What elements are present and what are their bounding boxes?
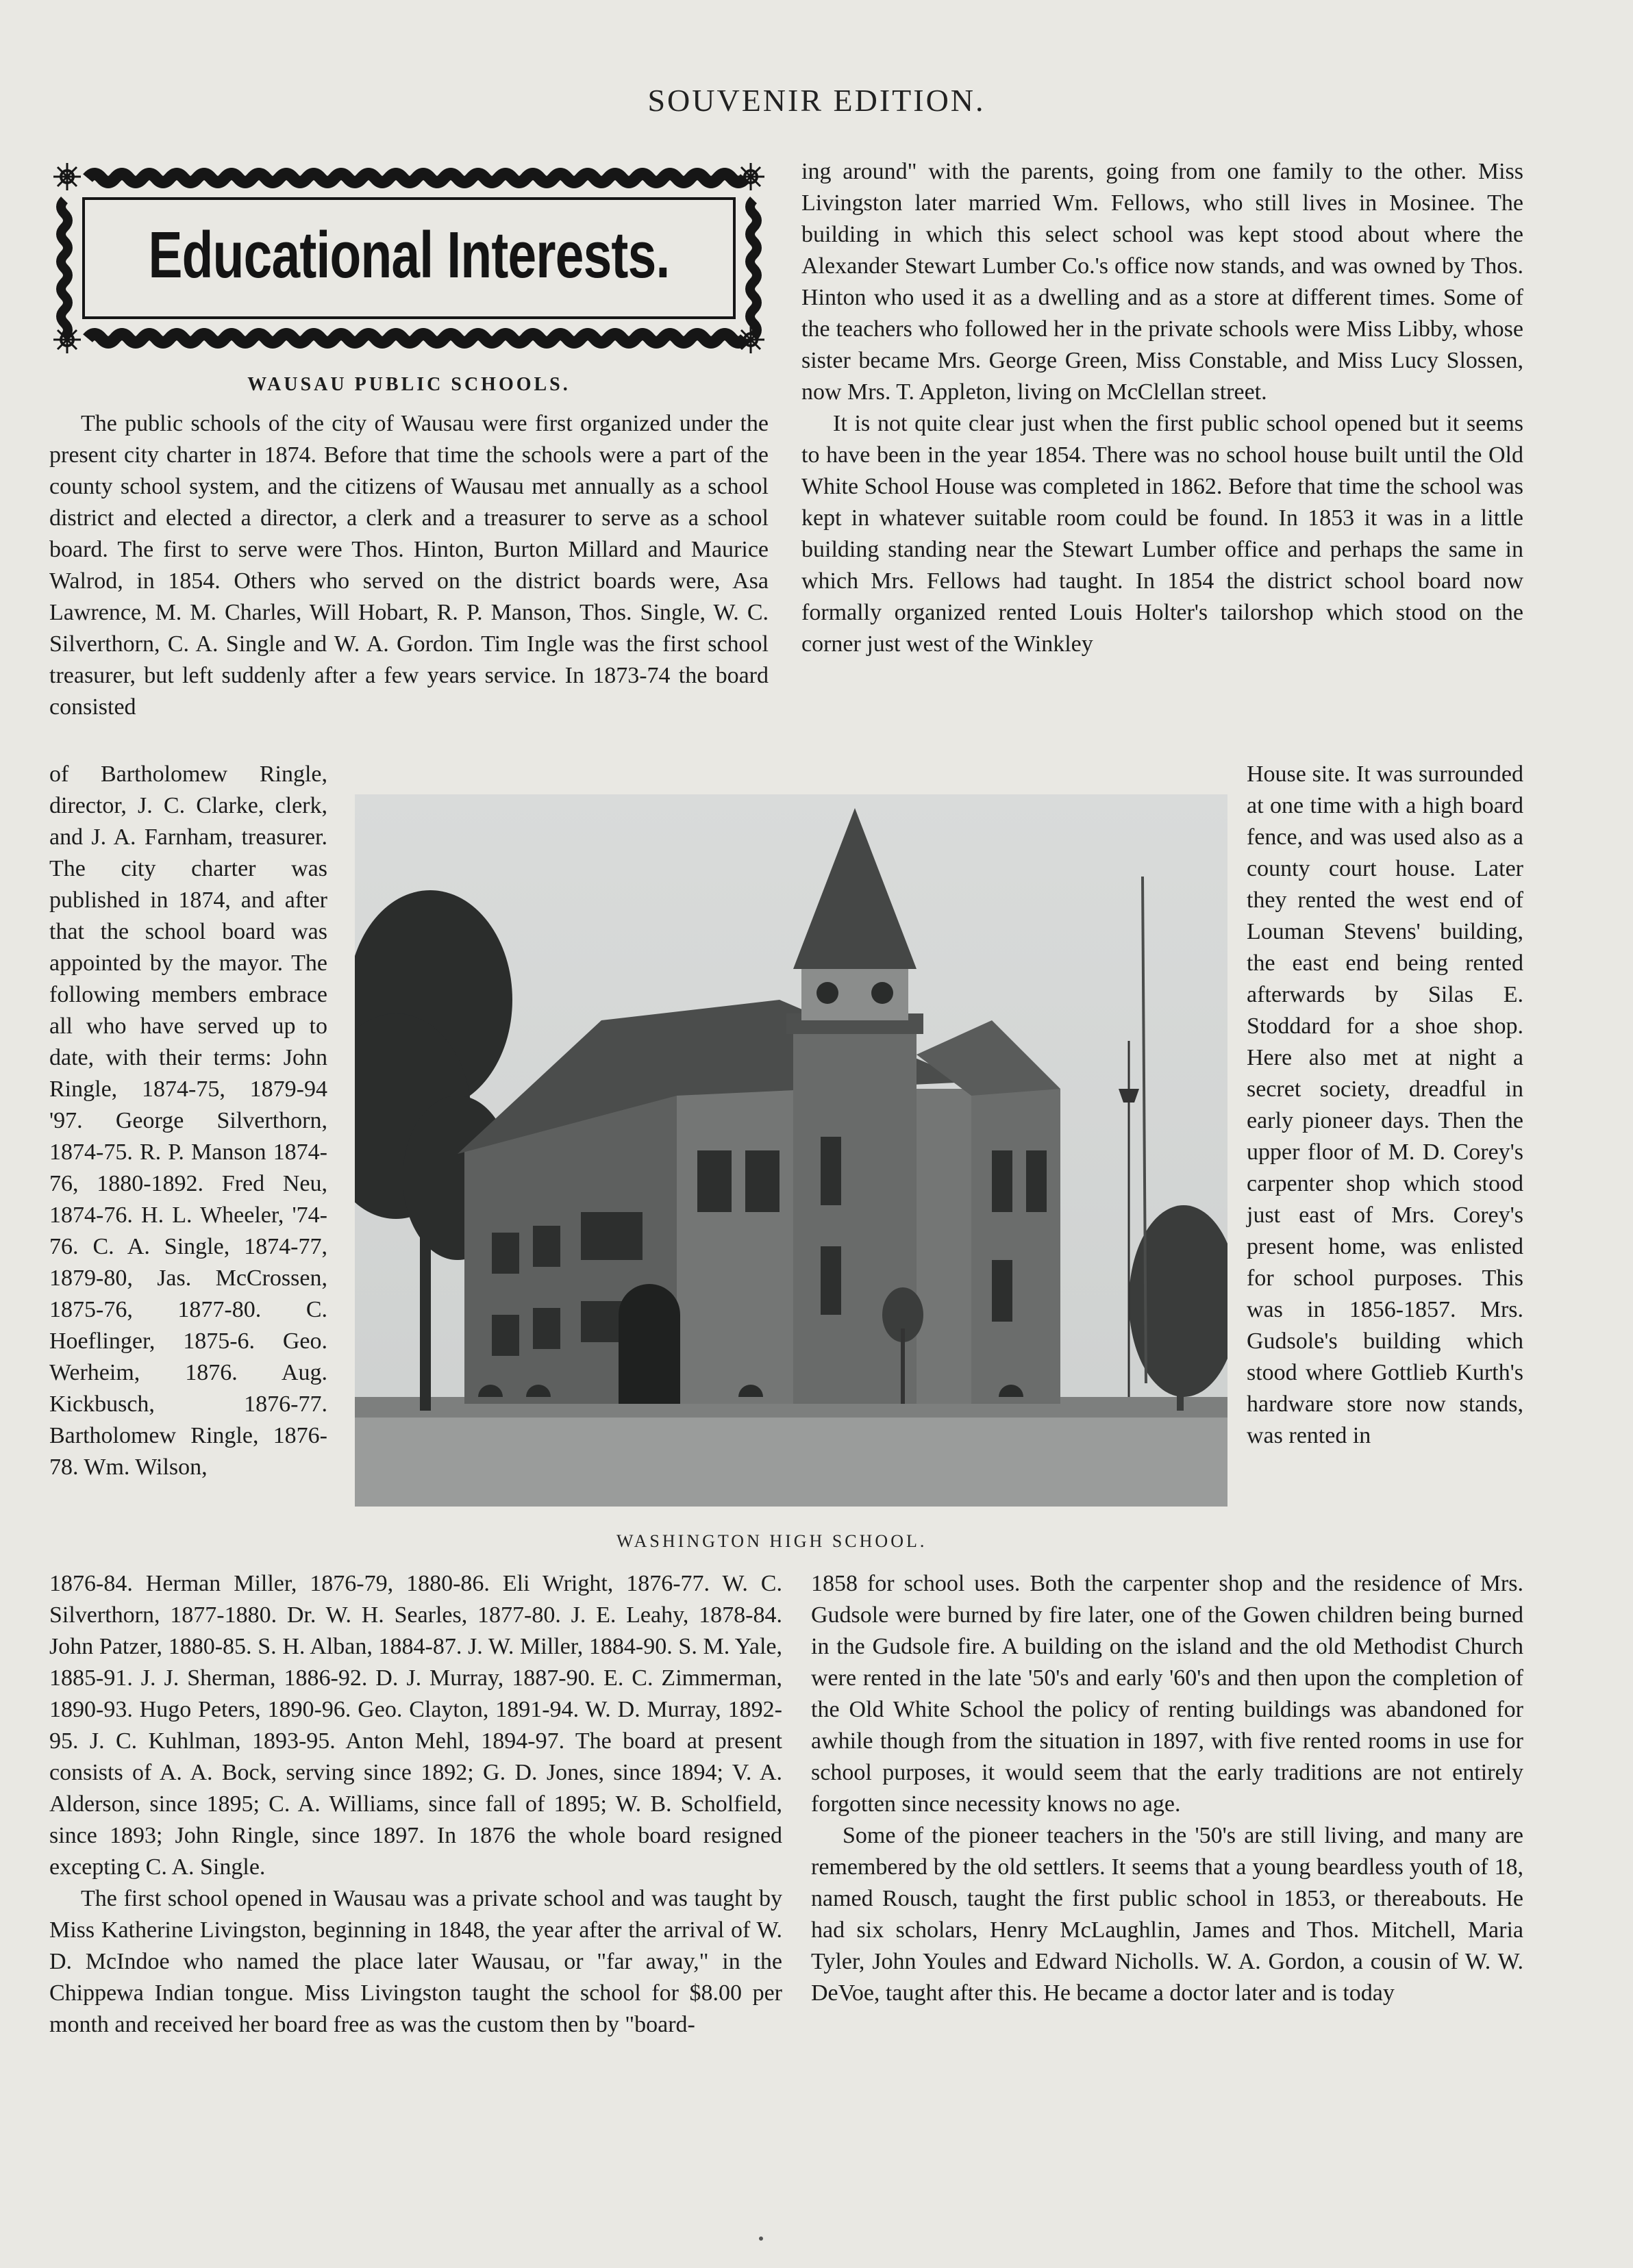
paragraph: It is not quite clear just when the first public school opened but it seems to have been in the year 1854. There was no school house built until the Old White School House was completed in 1862. Before that time the school was kept in whatever suitable room could be found. In 1853 it was in a little building standing near the Stewart Lumber office and perhaps the same in which Mrs. Fellows had taught. In 1854 the district school board now formally organized rented Louis Holter's tailorshop which stood on the corner just west of the Winkley xyxy=(801,411,1523,657)
corner-star-icon xyxy=(737,326,764,353)
paragraph: The public schools of the city of Wausau were first organized under the present city charter in 1874. Before that time the schools were a part of the county school system, and the citizens of Wausau met annually as a school district and elected a director, a clerk and a treasurer to serve as a school board. The first to serve were Thos. Hinton, Burton Millard and Maurice Walrod, in 1854. Others who served on the district boards were, Asa Lawrence, M. M. Charles, Will Hobart, R. P. Manson, Thos. Single, W. C. Silverthorn, C. A. Single and W. A. Gordon. Tim Ingle was the first school treasurer, but left suddenly after a few years service. In 1873-74 the board consisted xyxy=(49,411,769,720)
banner-title: Educational Interests. xyxy=(148,218,670,292)
section-subheading: WAUSAU PUBLIC SCHOOLS. xyxy=(247,374,571,395)
paragraph: Some of the pioneer teachers in the '50's are still living, and many are remembered by the old settlers. It seems that a young beardless youth of 18, named Rousch, taught the first public school in 1853, or thereabouts. He had six scholars, Henry McLaughlin, James and Thos. Mitchell, Maria Tyler, John Youles and Edward Nicholls. W. A. Gordon, a cousin of W. W. DeVoe, taught after this. He became a doctor later and is today xyxy=(811,1823,1523,2006)
photo-caption: WASHINGTON HIGH SCHOOL. xyxy=(616,1531,927,1551)
paragraph: ing around" with the parents, going from one family to the other. Miss Livingston later married Wm. Fellows, who still lives in Mosinee. The building in which this select school was kept stood about where the Alexander Stewart Lumber Co.'s office now stands, and was owned by Thos. Hinton who used it as a dwelling and as a store at different times. Some of the teachers who followed her in the private schools were Miss Libby, whose sister became Mrs. George Green, Miss Constable, and Miss Lucy Slossen, now Mrs. T. Appleton, living on McClellan street. xyxy=(801,159,1523,405)
left-column-continued xyxy=(49,1568,782,2041)
washington-high-school-photo xyxy=(355,794,1227,1507)
corner-star-icon xyxy=(737,163,764,190)
corner-star-icon xyxy=(53,163,81,190)
paragraph: 1858 for school uses. Both the carpenter shop and the residence of Mrs. Gudsole were burned by fire later, one of the Gowen children being burned in the Gudsole fire. A building on the island and the old Methodist Church were rented in the late '50's and early '60's and then upon the completion of the Old White School the policy of renting buildings was abandoned for awhile though from the situation in 1897, with five rented rooms in use for school purposes, it would seem that the early traditions are not entirely forgotten since necessity knows no age. xyxy=(811,1571,1523,1817)
left-column-wrap xyxy=(49,759,327,1483)
left-column-intro xyxy=(49,408,769,723)
paragraph: of Bartholomew Ringle, director, J. C. Clarke, clerk, and J. A. Farnham, treasurer. The city charter was published in 1874, and after that the school board was appointed by the mayor. The following members embrace all who have served up to date, with their terms: John Ringle, 1874-75, 1879-94 '97. George Silverthorn, 1874-75. R. P. Manson 1874-76, 1880-1892. Fred Neu, 1874-76. H. L. Wheeler, '74-76. C. A. Single, 1874-77, 1879-80, Jas. McCrossen, 1875-76, 1877-80. C. Hoeflinger, 1875-6. Geo. Werheim, 1876. Aug. Kickbusch, 1876-77. Bartholomew Ringle, 1876-78. Wm. Wilson, xyxy=(49,761,327,1480)
paragraph: The first school opened in Wausau was a private school and was taught by Miss Katherine Livingston, beginning in 1848, the year after the arrival of W. D. McIndoe who named the place later Wausau, or "far away," in the Chippewa Indian tongue. Miss Livingston taught the school for $8.00 per month and received her board free as was the custom then by "board- xyxy=(49,1886,782,2037)
section-banner xyxy=(49,159,769,357)
paragraph: 1876-84. Herman Miller, 1876-79, 1880-86. Eli Wright, 1876-77. W. C. Silverthorn, 1877-1880. Dr. W. H. Searles, 1877-80. J. E. Leahy, 1878-84. John Patzer, 1880-85. S. H. Alban, 1884-87. J. W. Miller, 1884-90. S. M. Yale, 1885-91. J. J. Sherman, 1886-92. D. J. Murray, 1887-90. E. C. Zimmerman, 1890-93. Hugo Peters, 1890-96. Geo. Clayton, 1891-94. W. D. Murray, 1892-95. J. C. Kuhlman, 1893-95. Anton Mehl, 1894-97. The board at present consists of A. A. Bock, serving since 1892; G. D. Jones, since 1894; V. A. Alderson, since 1895; C. A. Williams, since fall of 1895; W. B. Scholfield, since 1893; John Ringle, since 1897. In 1876 the whole board resigned excepting C. A. Single. xyxy=(49,1571,782,1880)
right-column-top xyxy=(801,156,1523,660)
corner-star-icon xyxy=(53,326,81,353)
printer-dot xyxy=(759,2236,763,2241)
paragraph: House site. It was surrounded at one time with a high board fence, and was used also as a county court house. Later they rented the west end of Louman Stevens' building, the east end being rented afterwards by Silas E. Stoddard for a shoe shop. Here also met at night a secret society, dreadful in early pioneer days. Then the upper floor of M. D. Corey's carpenter shop which stood just east of Mrs. Corey's present home, was enlisted for school purposes. This was in 1856-1857. Mrs. Gudsole's building which stood where Gottlieb Kurth's hardware store now stands, was rented in xyxy=(1247,761,1523,1448)
right-column-continued xyxy=(811,1568,1523,2009)
right-column-wrap xyxy=(1247,759,1523,1452)
running-title: SOUVENIR EDITION. xyxy=(647,83,986,118)
school-building-illustration xyxy=(355,794,1227,1507)
